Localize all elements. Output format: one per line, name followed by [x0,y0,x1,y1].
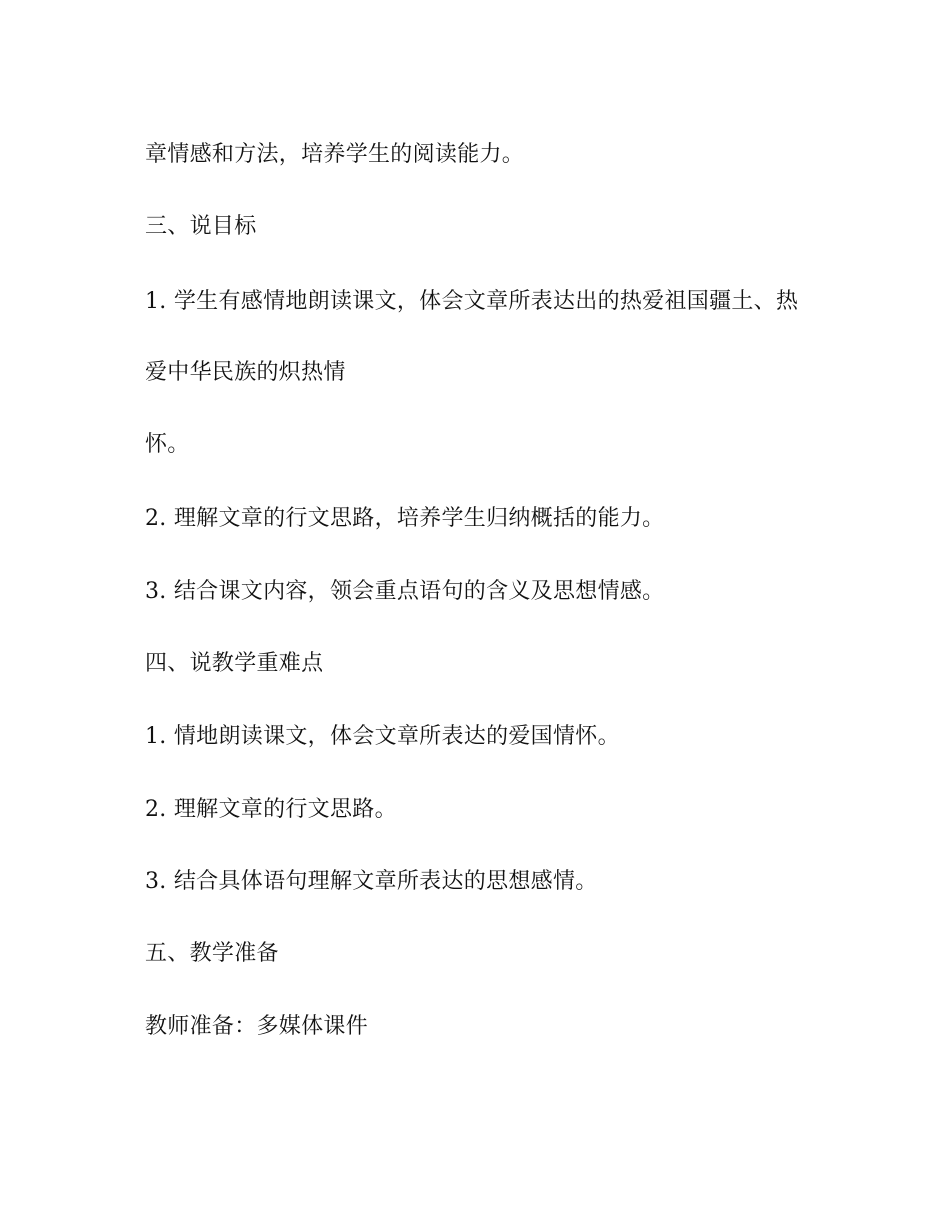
key-point-item-3: 3. 结合具体语句理解文章所表达的思想感情。 [145,869,598,894]
objective-item-1-end: 怀。 [145,432,190,457]
key-point-item-2: 2. 理解文章的行文思路。 [145,797,397,822]
objective-item-3: 3. 结合课文内容，领会重点语句的含义及思想情感。 [145,579,665,604]
teacher-preparation: 教师准备：多媒体课件 [145,1014,369,1039]
objective-item-1: 1. 学生有感情地朗读课文，体会文章所表达出的热爱祖国疆土、热 [145,289,799,314]
objective-item-1-continued: 爱中华民族的炽热情 [145,360,346,385]
paragraph-continuation: 章情感和方法，培养学生的阅读能力。 [145,142,525,167]
section-heading-objectives: 三、说目标 [145,214,257,239]
section-heading-preparation: 五、教学准备 [145,941,279,966]
section-heading-key-points: 四、说教学重难点 [145,651,324,676]
key-point-item-1: 1. 情地朗读课文，体会文章所表达的爱国情怀。 [145,724,620,749]
objective-item-2: 2. 理解文章的行文思路，培养学生归纳概括的能力。 [145,506,665,531]
